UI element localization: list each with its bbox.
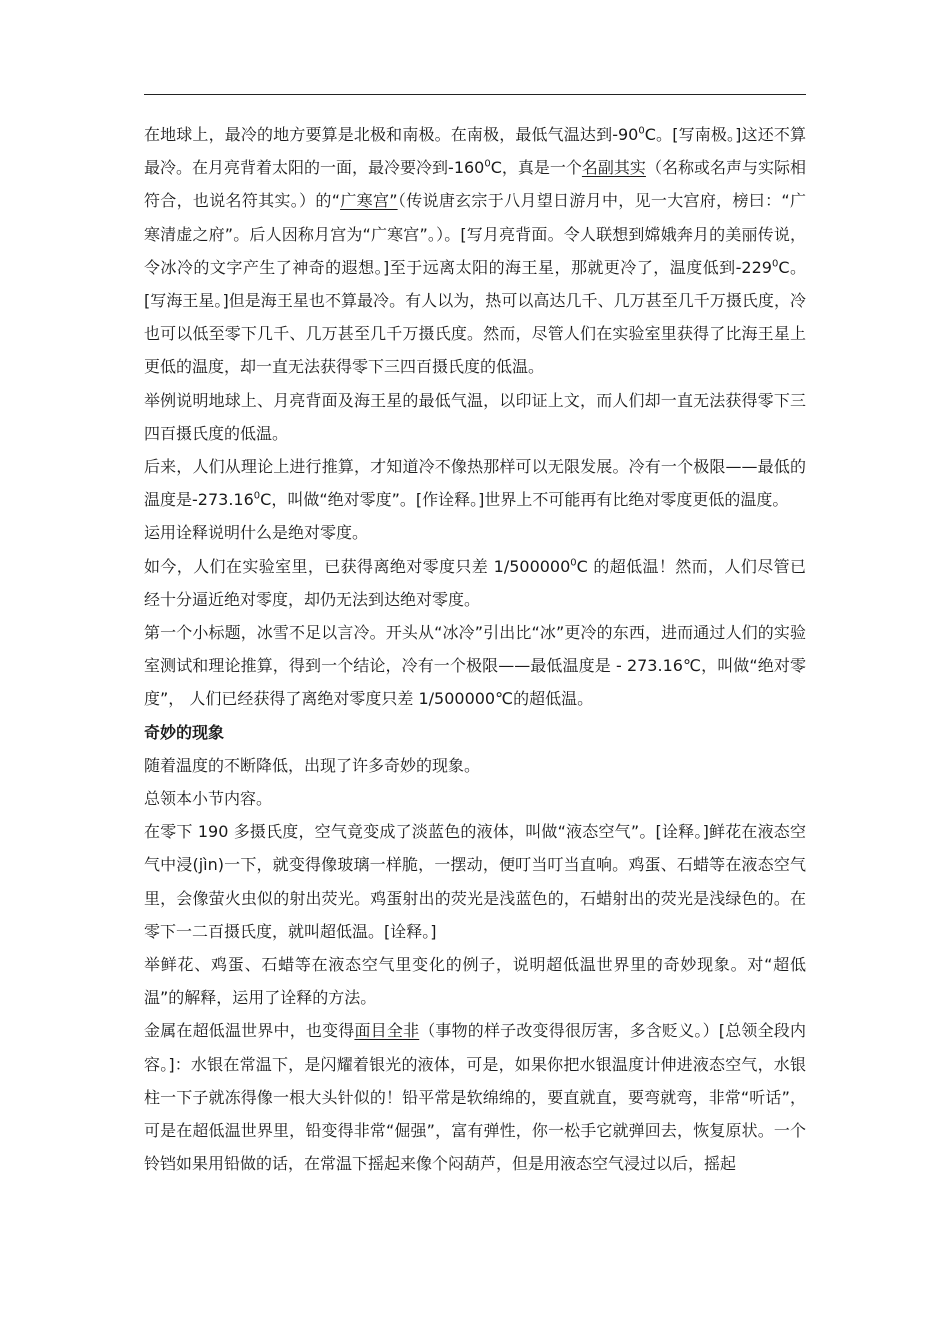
body-paragraph (144, 118, 806, 384)
text-run: 如今，人们在实验室里，已获得离绝对零度只差 1/500000 (144, 556, 571, 576)
text-run: （事物的样子改变得很厉害，多含贬义。）[总领全段内容。]：水银在常温下，是闪耀着银光的液体，可是，如果你把水银温度计伸进液态空气，水银柱一下子就冻得像一根大头针似的！铅平常是软绵绵的，要直就直，要弯就弯，非常“听话”，可是在超低温世界里，铅变得非常“倔强”，富有弹性，你一松手它就弹回去，恢复原状。一个铃铛如果用铅做的话，在常温下摇起来像个闷葫芦，但是用液态空气浸过以后，摇起 (144, 1021, 806, 1174)
text-run: C，真是一个 (490, 158, 582, 178)
body-paragraph (144, 450, 806, 516)
text-run: 运用诠释说明什么是绝对零度。 (144, 523, 369, 543)
body-paragraph (144, 616, 806, 716)
text-run: C 的超低温！然而，人们尽管已经十分逼近绝对零度，却仍无法到达绝对零度。 (144, 556, 806, 609)
text-run: 奇妙的现象 (144, 722, 225, 742)
underlined-term: 面目全非 (354, 1021, 420, 1041)
degree-superscript: 0 (253, 490, 261, 502)
text-run: （名称或名声与实际相符合，也说名符其实。）的“ (144, 158, 806, 211)
text-run: 举鲜花、鸡蛋、石蜡等在液态空气里变化的例子，说明超低温世界里的奇妙现象。对“超低温”的解释，运用了诠释的方法。 (144, 955, 806, 1008)
header-rule (144, 94, 806, 95)
degree-superscript: 0 (771, 258, 779, 270)
body-paragraph (144, 948, 806, 1014)
text-run: 在零下 190 多摄氏度，空气竟变成了淡蓝色的液体，叫做“液态空气”。[诠释。]鲜花在液态空气中浸(jìn)一下，就变得像玻璃一样脆，一摆动，便叮当叮当直响。鸡蛋、石蜡等在液态空气里，会像萤火虫似的射出荧光。鸡蛋射出的荧光是浅蓝色的，石蜡射出的荧光是浅绿色的。在零下一二百摄氏度，就叫超低温。[诠释。] (144, 822, 806, 941)
body-paragraph (144, 815, 806, 948)
text-run: 后来，人们从理论上进行推算，才知道冷不像热那样可以无限发展。冷有一个极限——最低的温度是-273.16 (144, 457, 806, 510)
text-run: 举例说明地球上、月亮背面及海王星的最低气温，以印证上文，而人们却一直无法获得零下三四百摄氏度的低温。 (144, 390, 806, 443)
underlined-term: 广寒宫” (340, 191, 398, 211)
text-run: C，叫做“绝对零度”。[作诠释。]世界上不可能再有比绝对零度更低的温度。 (260, 490, 789, 510)
text-run: 在地球上，最冷的地方要算是北极和南极。在南极，最低气温达到-90 (144, 125, 639, 144)
text-run: 金属在超低温世界中，也变得 (144, 1021, 355, 1041)
text-run: C。[写南极。]这还不算最冷。在月亮背着太阳的一面，最冷要冷到-160 (144, 125, 806, 178)
body-paragraph (144, 749, 806, 782)
section-heading (144, 716, 806, 749)
degree-superscript: 0 (638, 125, 645, 137)
text-run: 随着温度的不断降低，出现了许多奇妙的现象。 (144, 755, 481, 775)
text-run: （传说唐玄宗于八月望日游月中，见一大宫府，榜曰：“广寒清虚之府”。后人因称月宫为“广寒宫”。）。[写月亮背面。令人联想到嫦娥奔月的美丽传说，令冰冷的文字产生了神奇的遐想。]至于远离太阳的海王星，那就更冷了，温度低到-229 (144, 191, 806, 277)
degree-superscript: 0 (570, 557, 577, 569)
underlined-term: 名副其实 (581, 158, 646, 178)
body-paragraph (144, 550, 806, 616)
text-run: 总领本小节内容。 (144, 789, 273, 809)
body-paragraph (144, 782, 806, 815)
document-body (144, 118, 806, 1181)
body-paragraph (144, 384, 806, 450)
body-paragraph (144, 516, 806, 549)
text-run: 第一个小标题，冰雪不足以言冷。开头从“冰冷”引出比“冰”更冷的东西，进而通过人们的实验室测试和理论推算，得到一个结论，冷有一个极限——最低温度是 - 273.16℃，叫做“绝对零度”， 人们已经获得了离绝对零度只差 1/500000℃的超低温。 (144, 623, 806, 709)
text-run: C。[写海王星。]但是海王星也不算最冷。有人以为，热可以高达几千、几万甚至几千万摄氏度，冷也可以低至零下几千、几万甚至几千万摄氏度。然而，尽管人们在实验室里获得了比海王星上更低的温度，却一直无法获得零下三四百摄氏度的低温。 (144, 257, 806, 377)
degree-superscript: 0 (484, 158, 491, 170)
body-paragraph (144, 1014, 806, 1180)
